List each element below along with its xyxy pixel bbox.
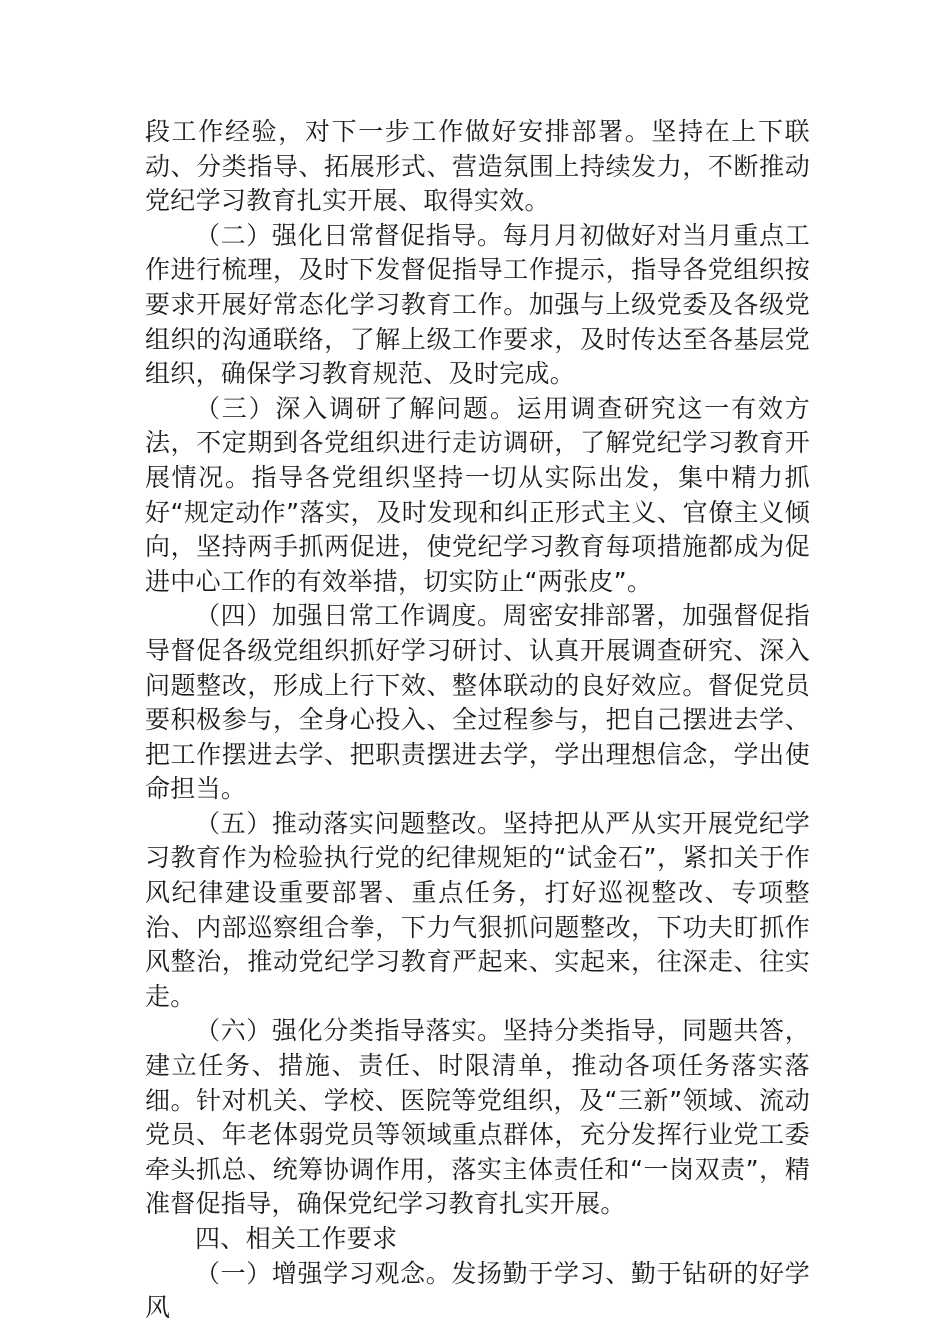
- paragraph-item-4: （四）加强日常工作调度。周密安排部署，加强督促指导督促各级党组织抓好学习研讨、认真开展调查研究、深入问题整改，形成上行下效、整体联动的良好效应。督促党员要积极参与，全身心投入、全过程参与，把自己摆进去学、把工作摆进去学、把职责摆进去学，学出理想信念，学出使命担当。: [145, 601, 810, 804]
- paragraph-item-6: （六）强化分类指导落实。坚持分类指导，同题共答，建立任务、措施、责任、时限清单，推动各项任务落实落细。针对机关、学校、医院等党组织，及“三新”领域、流动党员、年老体弱党员等领域重点群体，充分发挥行业党工委牵头抓总、统筹协调作用，落实主体责任和“一岗双责”，精准督促指导，确保党纪学习教育扎实开展。: [145, 1016, 810, 1219]
- section-heading: 四、相关工作要求: [195, 1224, 398, 1253]
- paragraph-requirement-1: （一）增强学习观念。发扬勤于学习、勤于钻研的好学风: [145, 1258, 810, 1323]
- paragraph-item-3: （三）深入调研了解问题。运用调查研究这一有效方法，不定期到各党组织进行走访调研，了解党纪学习教育开展情况。指导各党组织坚持一切从实际出发，集中精力抓好“规定动作”落实，及时发现和纠正形式主义、官僚主义倾向，坚持两手抓两促进，使党纪学习教育每项措施都成为促进中心工作的有效举措，切实防止“两张皮”。: [145, 393, 810, 596]
- document-body: [145, 115, 810, 1326]
- paragraph-item-2: （二）强化日常督促指导。每月月初做好对当月重点工作进行梳理，及时下发督促指导工作提示，指导各党组织按要求开展好常态化学习教育工作。加强与上级党委及各级党组织的沟通联络，了解上级工作要求，及时传达至各基层党组织，确保学习教育规范、及时完成。: [145, 220, 810, 389]
- paragraph-item-5: （五）推动落实问题整改。坚持把从严从实开展党纪学习教育作为检验执行党的纪律规矩的“试金石”，紧扣关于作风纪律建设重要部署、重点任务，打好巡视整改、专项整治、内部巡察组合拳，下力气狠抓问题整改，下功夫盯抓作风整治，推动党纪学习教育严起来、实起来，往深走、往实走。: [145, 808, 810, 1011]
- paragraph-continuation: 段工作经验，对下一步工作做好安排部署。坚持在上下联动、分类指导、拓展形式、营造氛围上持续发力，不断推动党纪学习教育扎实开展、取得实效。: [145, 117, 810, 216]
